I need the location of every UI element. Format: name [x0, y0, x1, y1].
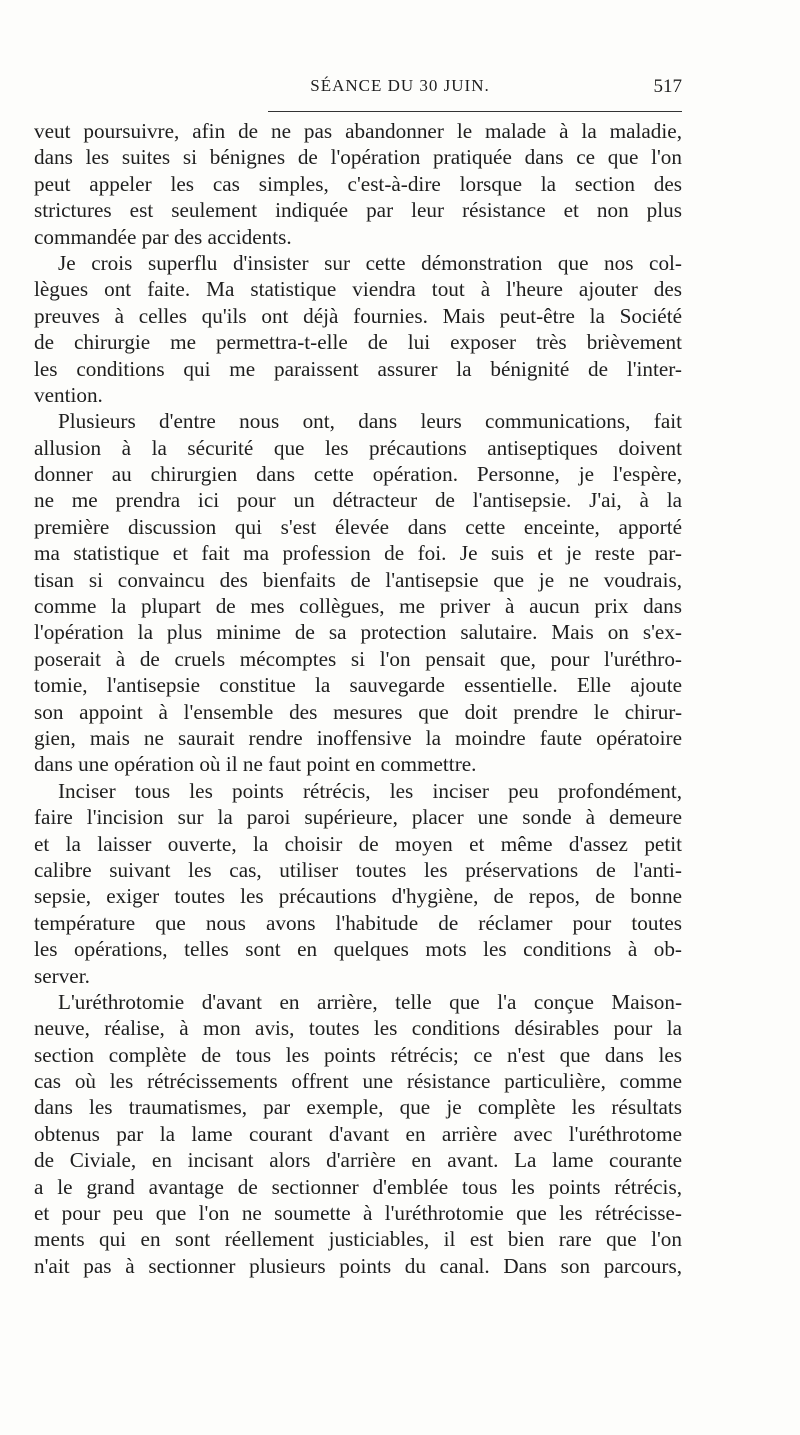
text-line: et pour peu que l'on ne soumette à l'uréthrotomie que les rétrécisse-	[34, 1201, 682, 1226]
text-line: faire l'incision sur la paroi supérieure, placer une sonde à demeure	[34, 805, 682, 830]
page-header	[0, 76, 800, 100]
text-line: commandée par des accidents.	[34, 224, 292, 249]
text-line: ne me prendra ici pour un détracteur de l'antisepsie. J'ai, à la	[34, 488, 682, 513]
text-line: lègues ont faite. Ma statistique viendra tout à l'heure ajouter des	[34, 277, 682, 302]
text-line: ma statistique et fait ma profession de foi. Je suis et je reste par-	[34, 541, 682, 566]
text-line: les conditions qui me paraissent assurer la bénignité de l'inter-	[34, 356, 682, 381]
text-line: allusion à la sécurité que les précautions antiseptiques doivent	[34, 435, 682, 460]
text-line: Je crois superflu d'insister sur cette démonstration que nos col-	[58, 250, 682, 275]
text-line: neuve, réalise, à mon avis, toutes les conditions désirables pour la	[34, 1016, 682, 1041]
text-line: vention.	[34, 382, 103, 407]
text-line: dans les suites si bénignes de l'opération pratiquée dans ce que l'on	[34, 145, 682, 170]
text-line: cas où les rétrécissements offrent une résistance particulière, comme	[34, 1069, 682, 1094]
text-line: n'ait pas à sectionner plusieurs points du canal. Dans son parcours,	[34, 1253, 682, 1278]
text-line: Plusieurs d'entre nous ont, dans leurs communications, fait	[58, 409, 682, 434]
text-line: preuves à celles qu'ils ont déjà fournies. Mais peut-être la Société	[34, 303, 682, 328]
text-line: poserait à de cruels mécomptes si l'on pensait que, pour l'uréthro-	[34, 646, 682, 671]
text-line: strictures est seulement indiquée par leur résistance et non plus	[34, 198, 682, 223]
text-line: server.	[34, 963, 90, 988]
text-line: L'uréthrotomie d'avant en arrière, telle que l'a conçue Maison-	[58, 989, 682, 1014]
text-line: tisan si convaincu des bienfaits de l'antisepsie que je ne voudrais,	[34, 567, 682, 592]
header-rule	[268, 111, 682, 112]
text-line: a le grand avantage de sectionner d'emblée tous les points rétrécis,	[34, 1174, 682, 1199]
text-line: première discussion qui s'est élevée dans cette enceinte, apporté	[34, 514, 682, 539]
text-line: son appoint à l'ensemble des mesures que doit prendre le chirur-	[34, 699, 682, 724]
text-line: donner au chirurgien dans cette opération. Personne, je l'espère,	[34, 462, 682, 487]
text-line: peut appeler les cas simples, c'est-à-dire lorsque la section des	[34, 171, 682, 196]
text-line: l'opération la plus minime de sa protection salutaire. Mais on s'ex-	[34, 620, 682, 645]
text-line: dans une opération où il ne faut point en commettre.	[34, 752, 477, 777]
body-text	[34, 118, 682, 1279]
text-line: les opérations, telles sont en quelques mots les conditions à ob-	[34, 937, 682, 962]
text-line: et la laisser ouverte, la choisir de moyen et même d'assez petit	[34, 831, 682, 856]
page-number: 517	[653, 76, 682, 97]
text-line: température que nous avons l'habitude de réclamer pour toutes	[34, 910, 682, 935]
text-line: Inciser tous les points rétrécis, les inciser peu profondément,	[58, 778, 682, 803]
text-line: calibre suivant les cas, utiliser toutes les préservations de l'anti-	[34, 857, 682, 882]
text-line: de chirurgie me permettra-t-elle de lui exposer très brièvement	[34, 330, 682, 355]
text-line: comme la plupart de mes collègues, me priver à aucun prix dans	[34, 594, 682, 619]
running-title: SÉANCE DU 30 JUIN.	[310, 76, 490, 95]
text-line: ments qui en sont réellement justiciables, il est bien rare que l'on	[34, 1227, 682, 1252]
text-line: gien, mais ne saurait rendre inoffensive la moindre faute opératoire	[34, 725, 682, 750]
text-line: dans les traumatismes, par exemple, que je complète les résultats	[34, 1095, 682, 1120]
text-line: veut poursuivre, afin de ne pas abandonner le malade à la maladie,	[34, 119, 682, 143]
text-line: sepsie, exiger toutes les précautions d'hygiène, de repos, de bonne	[34, 884, 682, 909]
text-line: tomie, l'antisepsie constitue la sauvegarde essentielle. Elle ajoute	[34, 673, 682, 698]
text-line: obtenus par la lame courant d'avant en arrière avec l'uréthrotome	[34, 1121, 682, 1146]
text-line: section complète de tous les points rétrécis; ce n'est que dans les	[34, 1042, 682, 1067]
text-line: de Civiale, en incisant alors d'arrière en avant. La lame courante	[34, 1148, 682, 1173]
